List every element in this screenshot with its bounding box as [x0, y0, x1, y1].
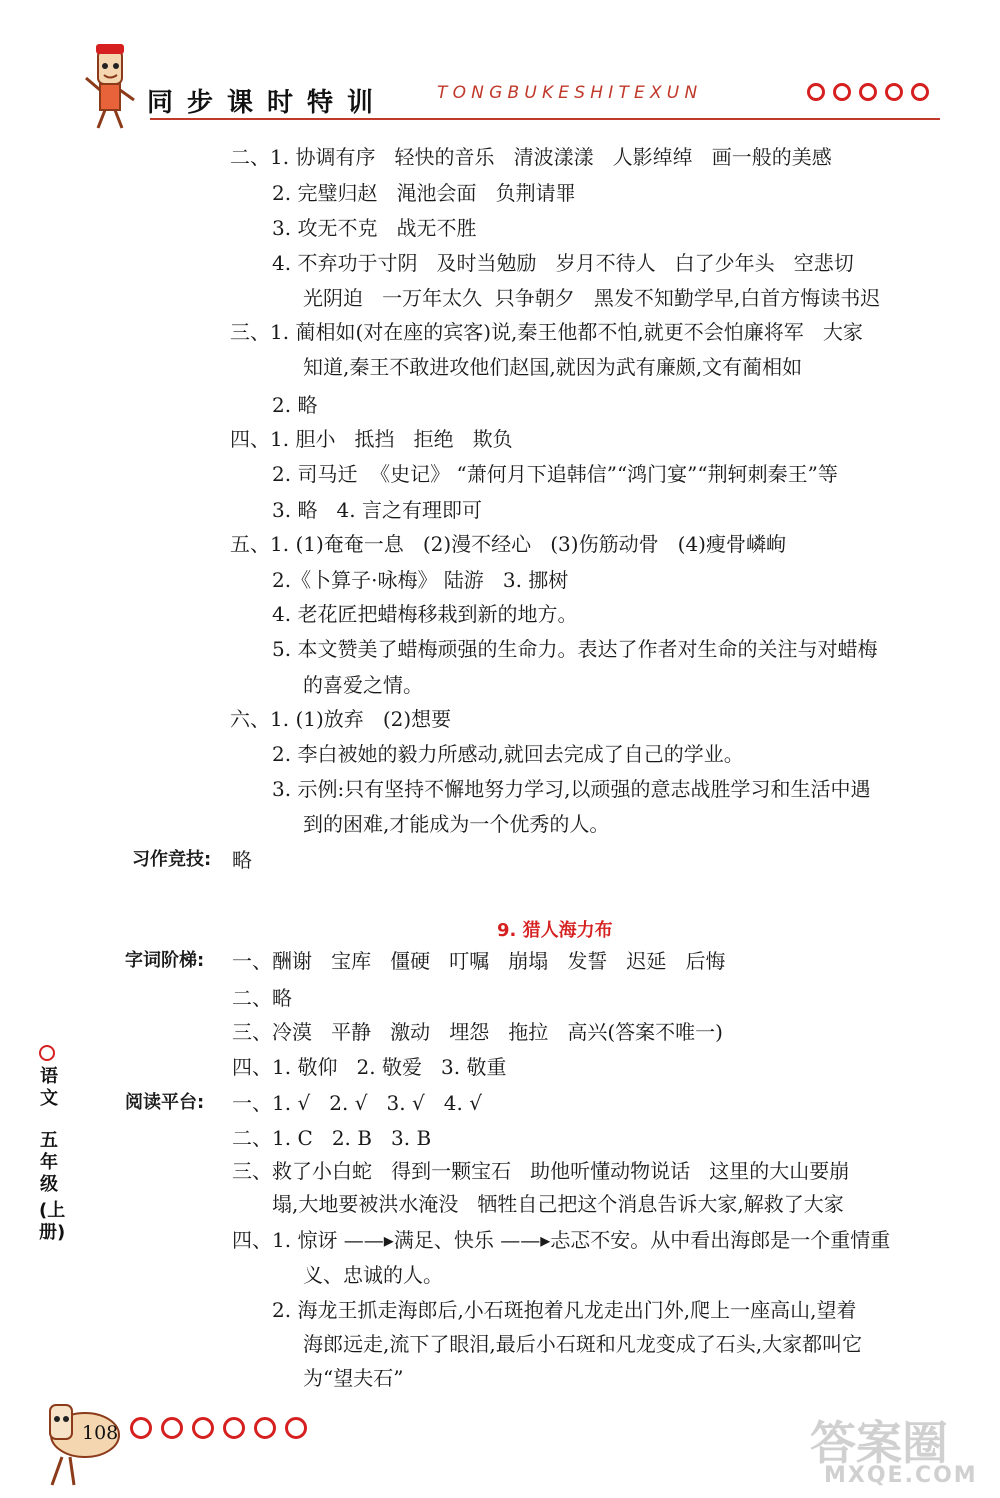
answer-line: 2.《卜算子·咏梅》 陆游 3. 挪树: [272, 568, 569, 592]
answer-line: 3. 攻无不克 战无不胜: [272, 216, 477, 240]
circle-icon: [254, 1417, 276, 1439]
yuedu-line: 海郎远走,流下了眼泪,最后小石斑和凡龙变成了石头,大家都叫它: [303, 1332, 863, 1356]
xizuo-answer: 略: [232, 848, 252, 872]
answer-line: 二、1. 协调有序 轻快的音乐 清波漾漾 人影绰绰 画一般的美感: [230, 145, 832, 169]
zici-line: 四、1. 敬仰 2. 敬爱 3. 敬重: [232, 1055, 507, 1079]
answer-line: 2. 完璧归赵 渑池会面 负荆请罪: [272, 181, 576, 205]
yuedu-line: 塌,大地要被洪水淹没 牺牲自己把这个消息告诉大家,解救了大家: [272, 1192, 844, 1216]
yuedu-line: 为“望夫石”: [303, 1366, 404, 1390]
yuedu-line: 四、1. 惊讶 ——▸满足、快乐 ——▸忐忑不安。从中看出海郎是一个重情重: [232, 1228, 891, 1252]
answer-line: 2. 略: [272, 393, 318, 417]
circle-icon: [859, 83, 877, 101]
watermark-url: MXQE.COM: [824, 1463, 978, 1488]
watermark-logo: [800, 1405, 990, 1490]
header-circles: [807, 83, 929, 101]
sidebar-grade-text: 五年级: [40, 1130, 58, 1195]
circle-icon: [161, 1417, 183, 1439]
answer-line: 知道,秦王不敢进攻他们赵国,就因为武有廉颇,文有蔺相如: [303, 355, 803, 379]
answer-line: 的喜爱之情。: [303, 673, 423, 697]
page-number: 108: [82, 1422, 119, 1444]
answer-line: 2. 李白被她的毅力所感动,就回去完成了自己的学业。: [272, 742, 744, 766]
footer-circles: [130, 1417, 307, 1439]
answer-line: 光阴迫 一万年太久 只争朝夕 黑发不知勤学早,白首方悔读书迟: [303, 286, 881, 310]
yuedu-label: 阅读平台:: [125, 1092, 205, 1113]
xizuo-label: 习作竞技:: [132, 849, 212, 870]
circle-icon: [885, 83, 903, 101]
header-title: 同步课时特训: [147, 88, 388, 118]
answer-line: 六、1. (1)放弃 (2)想要: [230, 707, 452, 731]
answer-line: 3. 略 4. 言之有理即可: [272, 498, 482, 522]
section-title: 9. 猎人海力布: [497, 920, 613, 941]
answer-line: 4. 不弃功于寸阴 及时当勉励 岁月不待人 白了少年头 空悲切: [272, 251, 854, 275]
answer-line: 五、1. (1)奄奄一息 (2)漫不经心 (3)伤筋动骨 (4)瘦骨嶙峋: [230, 532, 786, 556]
circle-icon: [833, 83, 851, 101]
answer-line: 三、1. 蔺相如(对在座的宾客)说,秦王他都不怕,就更不会怕廉将军 大家: [230, 320, 863, 344]
header-divider: [150, 118, 940, 120]
sidebar-subject: [34, 1066, 64, 1110]
watermark-text: 答案圈: [810, 1416, 948, 1470]
sidebar-volume: [34, 1200, 64, 1244]
sidebar-circle-icon: [39, 1045, 55, 1061]
circle-icon: [223, 1417, 245, 1439]
circle-icon: [130, 1417, 152, 1439]
zici-line: 二、略: [232, 986, 292, 1010]
zici-line: 一、酬谢 宝库 僵硬 叮嘱 崩塌 发誓 迟延 后悔: [232, 949, 726, 973]
zici-label: 字词阶梯:: [125, 950, 205, 971]
answer-line: 4. 老花匠把蜡梅移栽到新的地方。: [272, 602, 578, 626]
answer-line: 四、1. 胆小 抵挡 拒绝 欺负: [230, 427, 513, 451]
zici-line: 三、冷漠 平静 激动 埋怨 拖拉 高兴(答案不唯一): [232, 1020, 723, 1044]
circle-icon: [911, 83, 929, 101]
circle-icon: [285, 1417, 307, 1439]
header-pinyin: TONGBUKESHITEXUN: [437, 83, 703, 103]
yuedu-line: 三、救了小白蛇 得到一颗宝石 助他听懂动物说话 这里的大山要崩: [232, 1159, 850, 1183]
answer-line: 到的困难,才能成为一个优秀的人。: [303, 812, 610, 836]
yuedu-line: 二、1. C 2. B 3. B: [232, 1126, 432, 1150]
yuedu-line: 义、忠诚的人。: [303, 1263, 443, 1287]
circle-icon: [807, 83, 825, 101]
circle-icon: [192, 1417, 214, 1439]
yuedu-line: 2. 海龙王抓走海郎后,小石斑抱着凡龙走出门外,爬上一座高山,望着: [272, 1298, 857, 1322]
sidebar-subject-text: 语文: [40, 1066, 58, 1109]
page-header: [0, 0, 1000, 135]
answer-line: 2. 司马迁 《史记》 “萧何月下追韩信”“鸿门宴”“荆轲刺秦王”等: [272, 462, 838, 486]
answer-line: 5. 本文赞美了蜡梅顽强的生命力。表达了作者对生命的关注与对蜡梅: [272, 637, 878, 661]
yuedu-line: 一、1. √ 2. √ 3. √ 4. √: [232, 1091, 482, 1115]
sidebar-volume-text: (上册): [39, 1200, 66, 1243]
answer-line: 3. 示例:只有坚持不懈地努力学习,以顽强的意志战胜学习和生活中遇: [272, 777, 871, 801]
sidebar-grade: [34, 1130, 64, 1196]
cartoon-mascot-icon: [80, 42, 140, 132]
